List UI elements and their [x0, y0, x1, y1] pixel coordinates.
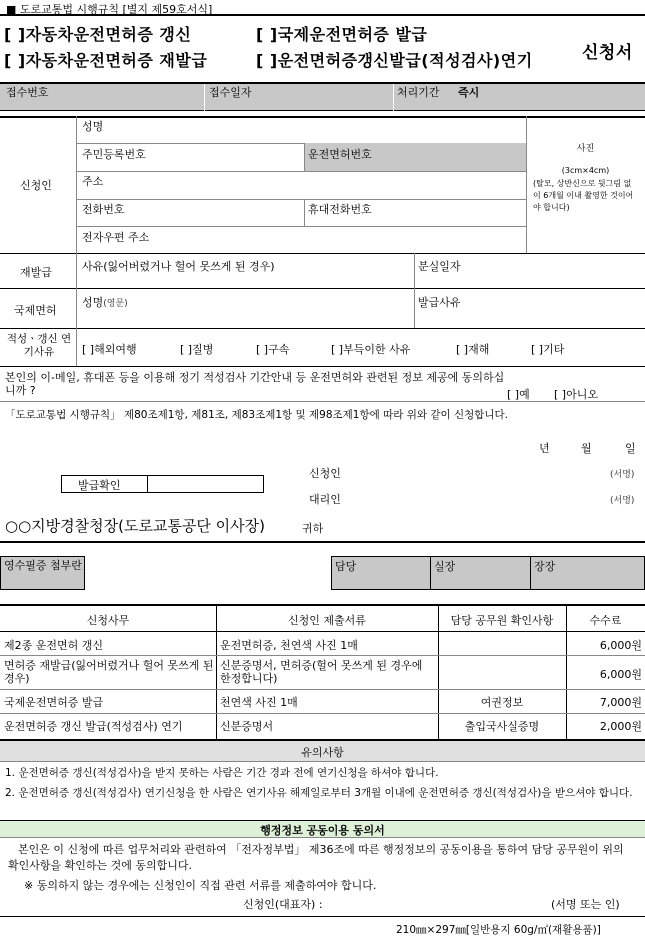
agent-signature-label: 대리인: [309, 493, 341, 506]
date-year: 년: [539, 442, 550, 455]
fee-amount: 6,000원: [599, 668, 642, 681]
international-section-label: 국제면허: [14, 304, 57, 317]
note-item: 2. 운전면허증 갱신(적성검사) 연기신청을 한 사람은 연기사유 해제일로부터 3개월 이내에 운전면허증 갱신(적성검사)을 받으셔야 합니다.: [5, 787, 633, 799]
recipient-name: ○○지방경찰청장(도로교통공단 이사장): [5, 517, 266, 535]
approval-staff: 담당: [335, 560, 357, 573]
issue-reason-field[interactable]: 발급사유: [418, 296, 461, 309]
reissue-section-label: 재발급: [20, 266, 52, 279]
fee-amount: 6,000원: [599, 639, 642, 652]
admin-consent-note: ※ 동의하지 않는 경우에는 신청인이 직접 관련 서류를 제출하여야 합니다.: [24, 879, 377, 892]
fee-documents: 신분증명서: [220, 720, 274, 733]
application-statement: 「도로교통법 시행규칙」 제80조제1항, 제81조, 제83조제1항 및 제98조제1항에 따라 위와 같이 신청합니다.: [5, 409, 509, 421]
admin-consent-body: 본인은 이 신청에 따른 업무처리와 관련하여 「전자정부법」 제36조에 따른 행정정보의 공동이용을 통하여 담당 공무원이 위의 확인사항을 확인하는 것에 동의합니다.: [8, 843, 624, 872]
email-field[interactable]: 전자우편 주소: [82, 231, 150, 244]
photo-note: (탈모, 상반신으로 뒷그림 없이 6개월 이내 촬영한 것이어야 합니다): [533, 179, 634, 212]
checkbox-license-renewal[interactable]: [ ]자동차운전면허증 갱신: [4, 25, 192, 44]
reason-other-checkbox[interactable]: [ ]기타: [531, 343, 565, 356]
recipient-honorific: 귀하: [302, 522, 324, 535]
reason-unavoidable-checkbox[interactable]: [ ]부득이한 사유: [331, 343, 411, 356]
checkbox-international-license[interactable]: [ ]국제운전면허증 발급: [256, 25, 428, 44]
fee-header-task: 신청사무: [86, 614, 130, 627]
consent-yes-checkbox[interactable]: [ ]예: [507, 388, 530, 401]
rrn-field[interactable]: 주민등록번호: [82, 148, 146, 161]
legal-reference: ■ 도로교통법 시행규칙 [별지 제59호서식]: [6, 3, 213, 16]
notes-title: 유의사항: [301, 746, 344, 759]
processing-period-value: 즉시: [458, 86, 480, 99]
receipt-row: [0, 82, 645, 111]
fee-task: 면허증 재발급(잃어버렸거나 헐어 못쓰게 된 경우): [4, 659, 214, 685]
receipt-number-label: 접수번호: [6, 86, 49, 99]
fee-task: 운전면허증 갱신 발급(적성검사) 연기: [4, 720, 183, 733]
name-field[interactable]: 성명: [82, 120, 104, 133]
checkbox-renewal-postpone[interactable]: [ ]운전면허증갱신발급(적성검사)연기: [256, 51, 533, 70]
admin-consent-sign: (서명 또는 인): [551, 898, 620, 911]
fee-documents: 운전면허증, 천연색 사진 1매: [220, 639, 358, 652]
applicant-sign-mark: (서명): [610, 470, 635, 480]
fee-header-documents: 신청인 제출서류: [288, 614, 366, 627]
processing-period-label: 처리기간: [397, 86, 440, 99]
reissue-reason-field[interactable]: 사유(잃어버렸거나 헐어 못쓰게 된 경우): [82, 260, 275, 273]
reason-illness-checkbox[interactable]: [ ]질병: [180, 343, 214, 356]
address-field[interactable]: 주소: [82, 175, 104, 188]
note-item: 1. 운전면허증 갱신(적성검사)을 받지 못하는 사람은 기간 경과 전에 연기신청을 하셔야 합니다.: [5, 767, 439, 779]
applicant-section-label: 신청인: [20, 179, 52, 192]
reason-disaster-checkbox[interactable]: [ ]재해: [456, 343, 490, 356]
photo-title: 사진: [576, 144, 595, 154]
approval-head: 장장: [534, 560, 556, 573]
reason-detention-checkbox[interactable]: [ ]구속: [256, 343, 290, 356]
fee-amount: 2,000원: [599, 720, 642, 733]
photo-size: (3cm×4cm): [561, 166, 610, 175]
admin-consent-title: 행정정보 공동이용 동의서: [260, 824, 385, 837]
receipt-date-label: 접수일자: [209, 86, 252, 99]
fee-official-check: 여권정보: [480, 696, 524, 709]
date-month: 월: [581, 442, 592, 455]
fee-header-fee: 수수료: [589, 614, 622, 627]
date-day: 일: [625, 442, 636, 455]
checkbox-license-reissue[interactable]: [ ]자동차운전면허증 재발급: [4, 51, 208, 70]
fee-task: 제2종 운전면허 갱신: [4, 639, 103, 652]
fee-official-check: 출입국사실증명: [464, 720, 540, 733]
applicant-signature-label: 신청인: [309, 467, 341, 480]
consent-no-checkbox[interactable]: [ ]아니오: [554, 388, 598, 401]
fee-documents: 천연색 사진 1매: [220, 696, 298, 709]
approval-box: [331, 556, 645, 590]
agent-sign-mark: (서명): [610, 496, 635, 506]
form-title: 신청서: [582, 43, 633, 63]
postpone-section-label: 적성ㆍ갱신 연기사유: [6, 333, 72, 358]
fee-header-official-check: 담당 공무원 확인사항: [450, 614, 554, 627]
phone-field[interactable]: 전화번호: [82, 203, 125, 216]
info-consent-text: 본인의 이-메일, 휴대폰 등을 이용해 정기 적성검사 기간안내 등 운전면허와 관련된 정보 제공에 동의하십니까 ?: [5, 371, 505, 397]
lost-date-field[interactable]: 분실일자: [418, 260, 461, 273]
license-number-label: 운전면허번호: [308, 148, 372, 161]
english-name-field[interactable]: 성명(영문): [82, 296, 128, 309]
approval-chief: 실장: [434, 560, 456, 573]
fee-amount: 7,000원: [599, 696, 642, 709]
issue-confirm-label: 발급확인: [78, 479, 121, 492]
fee-task: 국제운전면허증 발급: [4, 696, 104, 709]
mobile-field[interactable]: 휴대전화번호: [308, 203, 372, 216]
paper-spec: 210㎜×297㎜[일반용지 60g/㎡(재활용품)]: [396, 924, 601, 936]
admin-consent-signer[interactable]: 신청인(대표자) :: [243, 898, 323, 911]
fee-documents: 신분증명서, 면허증(헐어 못쓰게 된 경우에 한정합니다): [220, 659, 423, 685]
receipt-stamp-label: 영수필증 첨부란: [4, 559, 82, 572]
reason-overseas-checkbox[interactable]: [ ]해외여행: [82, 343, 137, 356]
